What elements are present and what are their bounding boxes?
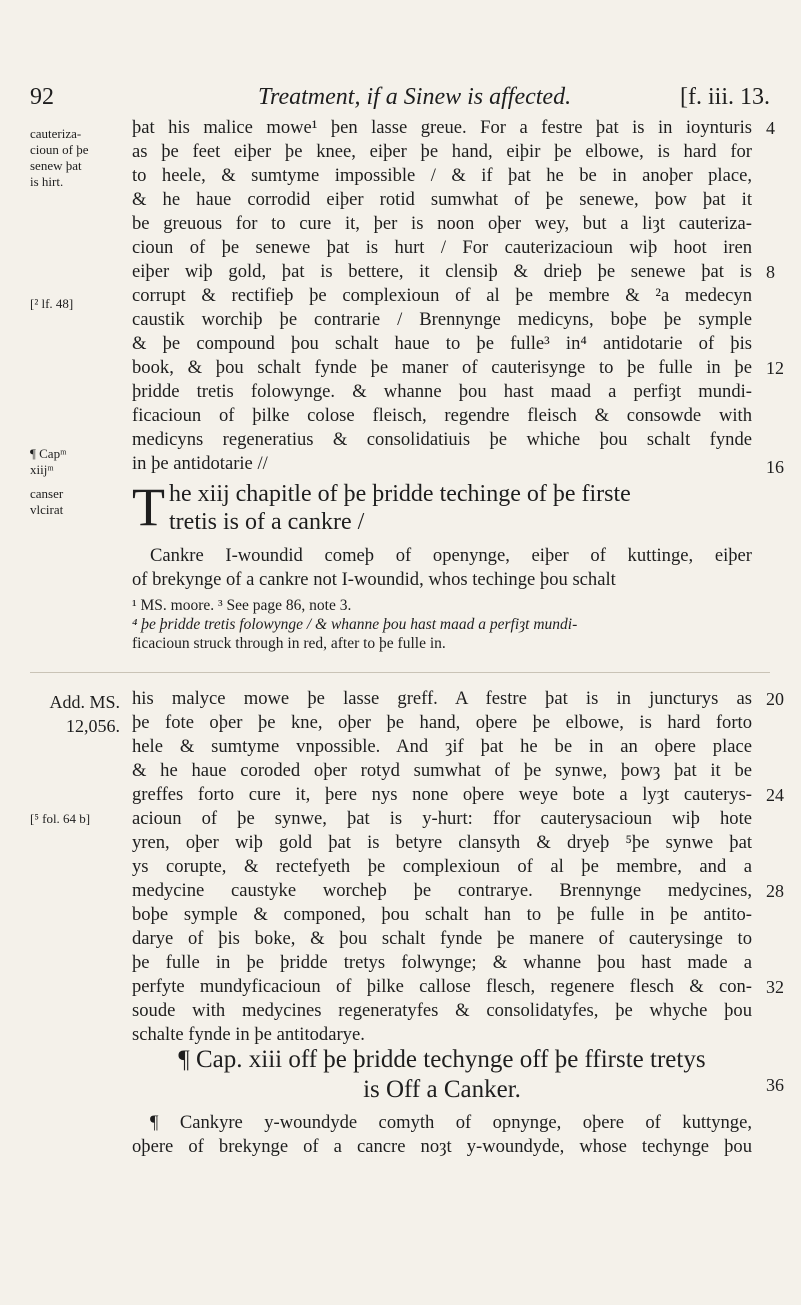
footnote-line: ⁴ þe þridde tretis folowynge / & whanne þou hast maad a perfiȝt mundi- (132, 616, 578, 633)
text-line: eiþer wiþ gold, þat is bettere, it clensiþ & drieþ þe senewe þat is (132, 261, 752, 282)
text-block-1 (132, 116, 752, 476)
text-block-4 (132, 1111, 752, 1159)
text-line: & þe compound þou schalt haue to þe fulle³ in⁴ antidotarie of þis (132, 333, 752, 354)
chapter-heading-line-2: is Off a Canker. (363, 1076, 521, 1103)
line-number: 4 (766, 118, 775, 138)
margin-note-chapter (30, 446, 110, 518)
margin-note-cauterization (30, 126, 110, 190)
margin-add-ms (28, 690, 120, 738)
text-line: & he haue coroded oþer rotyd sumwhat of þe synwe, þowȝ þat it be (132, 760, 752, 781)
margin-line: senew þat (30, 158, 82, 173)
page-number: 92 (30, 84, 54, 110)
margin-line: is hirt. (30, 174, 64, 189)
chapter-heading-line-2: tretis is of a cankre / (169, 509, 365, 535)
text-line: oþere of brekynge of a cancre noȝt y-woundyde, whose techynge þou (132, 1136, 752, 1157)
text-line: cioun of þe senewe þat is hurt / For cauterizacioun wiþ hoot iren (132, 237, 752, 258)
margin-line: ¶ Capᵐ (30, 446, 67, 461)
text-line: of brekynge of a cankre not I-woundid, whos techinge þou schalt (132, 569, 616, 590)
text-line: ficacioun of þilke colose fleisch, regendre fleisch & consowde with (132, 405, 752, 426)
text-line: perfyte mundyficacioun of þilke callose flesch, regenere flesch & con- (132, 976, 752, 997)
text-line: in þe antidotarie // (132, 453, 268, 474)
divider (30, 672, 770, 673)
text-line: yren, oþer wiþ gold þat is betyre clansyth & dryeþ ⁵þe synwe þat (132, 832, 752, 853)
text-line: his malyce mowe þe lasse greff. A festre þat is in juncturys as (132, 688, 752, 709)
text-line: greffes forto cure it, þere nys none oþere weye bote a lyȝt cauterys- (132, 784, 752, 805)
margin-line: cioun of þe (30, 142, 89, 157)
running-title: Treatment, if a Sinew is affected. (258, 84, 572, 110)
text-line: boþe symple & componed, þou schalt han to þe fulle in þe antito- (132, 904, 752, 925)
text-line: acioun of þe synwe, þat is y-hurt: ffor cauterysacioun wiþ hote (132, 808, 752, 829)
text-line: caustik worchiþ þe contrarie / Brennynge medicyns, boþe þe symple (132, 309, 752, 330)
text-line: to heele, & sumtyme impossible / & if þat he be in anoþer place, (132, 165, 752, 186)
chapter-heading-line-1: ¶ Cap. xiii off þe þridde techynge off þe ffirste tretys (178, 1046, 706, 1073)
margin-folio-2: [⁵ fol. 64 b] (30, 811, 91, 826)
margin-line: canser (30, 486, 64, 501)
line-number: 36 (766, 1075, 784, 1095)
text-line: þe fulle in þe þridde tretys folwynge; & whanne þou hast made a (132, 952, 752, 973)
text-line: ys corupte, & rectefyeth þe complexioun of al þe membre, and a (132, 856, 752, 877)
line-number: 20 (766, 689, 784, 709)
line-number: 32 (766, 977, 784, 997)
footnote-line: ficacioun struck through in red, after to þe fulle in. (132, 635, 446, 652)
text-block-3 (132, 687, 752, 1047)
margin-line: xiijᵐ (30, 462, 54, 477)
line-number: 28 (766, 881, 784, 901)
text-line: medicyns regeneratius & consolidatiuis þe whiche þou schalt fynde (132, 429, 752, 450)
drop-capital: T (132, 477, 165, 537)
text-line: þat his malice mowe¹ þen lasse greue. For a festre þat is in ioynturis (132, 117, 752, 138)
chapter-heading-line-1: he xiij chapitle of þe þridde techinge of þe firste (169, 481, 631, 507)
text-line: medycine caustyke worcheþ þe contrarye. Brennynge medycines, (132, 880, 752, 901)
text-line: þe fote oþer þe kne, oþer þe hand, oþere þe elbowe, is hard forto (132, 712, 752, 733)
chapter-heading (132, 477, 752, 540)
text-line: þridde tretis folowynge. & whanne þou hast maad a perfiȝt mundi- (132, 381, 752, 402)
chapter-heading-add-ms (132, 1045, 752, 1105)
text-line: Cankre I-woundid comeþ of openynge, eiþer of kuttinge, eiþer (150, 545, 752, 566)
text-line: corrupt & rectifieþ þe complexioun of al þe membre & ²a medecyn (132, 285, 752, 306)
margin-line: 12,056. (66, 716, 120, 736)
line-number: 16 (766, 457, 784, 477)
text-block-2 (132, 544, 752, 592)
text-line: schalte fynde in þe antitodarye. (132, 1024, 365, 1045)
margin-line: Add. MS. (49, 692, 120, 712)
text-line: book, & þou schalt fynde þe maner of cauterisynge to þe fulle in þe (132, 357, 752, 378)
line-number: 8 (766, 262, 775, 282)
line-number: 24 (766, 785, 784, 805)
margin-line: vlcirat (30, 502, 64, 517)
running-header (30, 84, 770, 118)
text-line: & he haue corrodid eiþer rotid sumwhat of þe senewe, þow þat it (132, 189, 752, 210)
section-reference: [f. iii. 13. (680, 84, 770, 110)
text-line: soude with medycines regeneratyfes & consolidatyfes, þe whyche þou (132, 1000, 752, 1021)
text-line: as þe feet eiþer þe knee, eiþer þe hand, eiþir þe elbowe, is hard for (132, 141, 752, 162)
text-line: darye of þis boke, & þou schalt fynde þe manere of cauterysinge to (132, 928, 752, 949)
footnotes (132, 596, 752, 653)
footnote-line: ¹ MS. moore. ³ See page 86, note 3. (132, 597, 352, 614)
line-number: 12 (766, 358, 784, 378)
text-line: hele & sumtyme vnpossible. And ȝif þat he be in an oþere place (132, 736, 752, 757)
margin-folio-1: [² lf. 48] (30, 296, 74, 311)
text-line: be greuous for to cure it, þer is noon oþer wey, but a liȝt cauteriza- (132, 213, 752, 234)
margin-line: cauteriza- (30, 126, 82, 141)
text-line: ¶ Cankyre y-woundyde comyth of opnynge, oþere of kuttynge, (150, 1112, 752, 1133)
